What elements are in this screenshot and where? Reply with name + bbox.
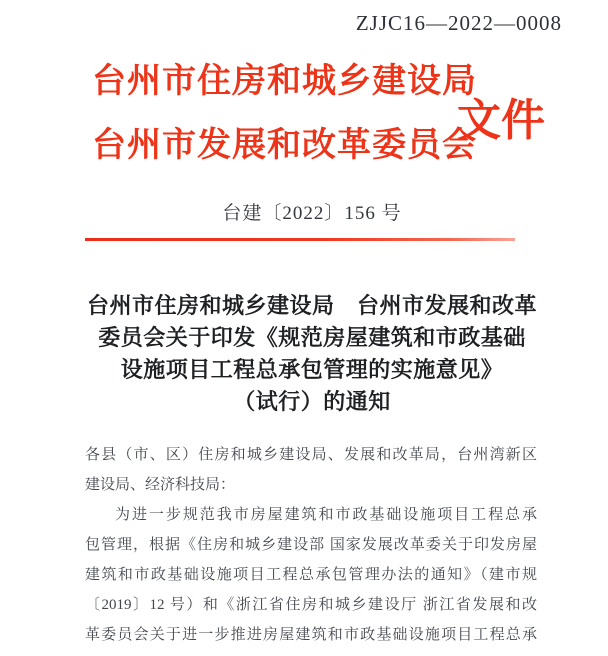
document-issue-number: 台建〔2022〕156 号 — [222, 203, 402, 224]
title-line-2: 委员会关于印发《规范房屋建筑和市政基础 — [98, 325, 526, 350]
title-line-1: 台州市住房和城乡建设局 台州市发展和改革 — [86, 293, 537, 318]
salutation-line-1: 各县（市、区）住房和城乡建设局、发展和改革局，台州湾新区 — [85, 447, 537, 463]
document-type-label: 文件 — [457, 96, 545, 145]
paragraph-line-2: 包管理，根据《住房和城乡建设部 国家发展改革委关于印发房屋 — [85, 537, 537, 553]
reference-number: ZJJC16—2022—0008 — [355, 11, 562, 35]
red-divider-line — [85, 238, 515, 241]
title-line-3: 设施项目工程总承包管理的实施意见》 — [120, 357, 504, 382]
salutation-line-2: 建设局、经济科技局： — [85, 477, 236, 493]
paragraph-line-3: 建筑和市政基础设施项目工程总承包管理办法的通知》（建市规 — [85, 567, 537, 583]
document-title — [20, 290, 604, 418]
paragraph-line-1: 为进一步规范我市房屋建筑和市政基础设施项目工程总承 — [115, 507, 537, 523]
agency-name-housing-bureau: 台州市住房和城乡建设局 — [92, 63, 477, 100]
document-body — [85, 440, 537, 650]
letterhead-agencies — [92, 50, 477, 178]
agency-name-development-reform-commission: 台州市发展和改革委员会 — [92, 127, 477, 164]
paragraph-line-5: 革委员会关于进一步推进房屋建筑和市政基础设施项目工程总承 — [85, 627, 537, 643]
title-line-4: （试行）的通知 — [233, 389, 391, 414]
paragraph-line-4: 〔2019〕12 号）和《浙江省住房和城乡建设厅 浙江省发展和改 — [85, 597, 537, 613]
